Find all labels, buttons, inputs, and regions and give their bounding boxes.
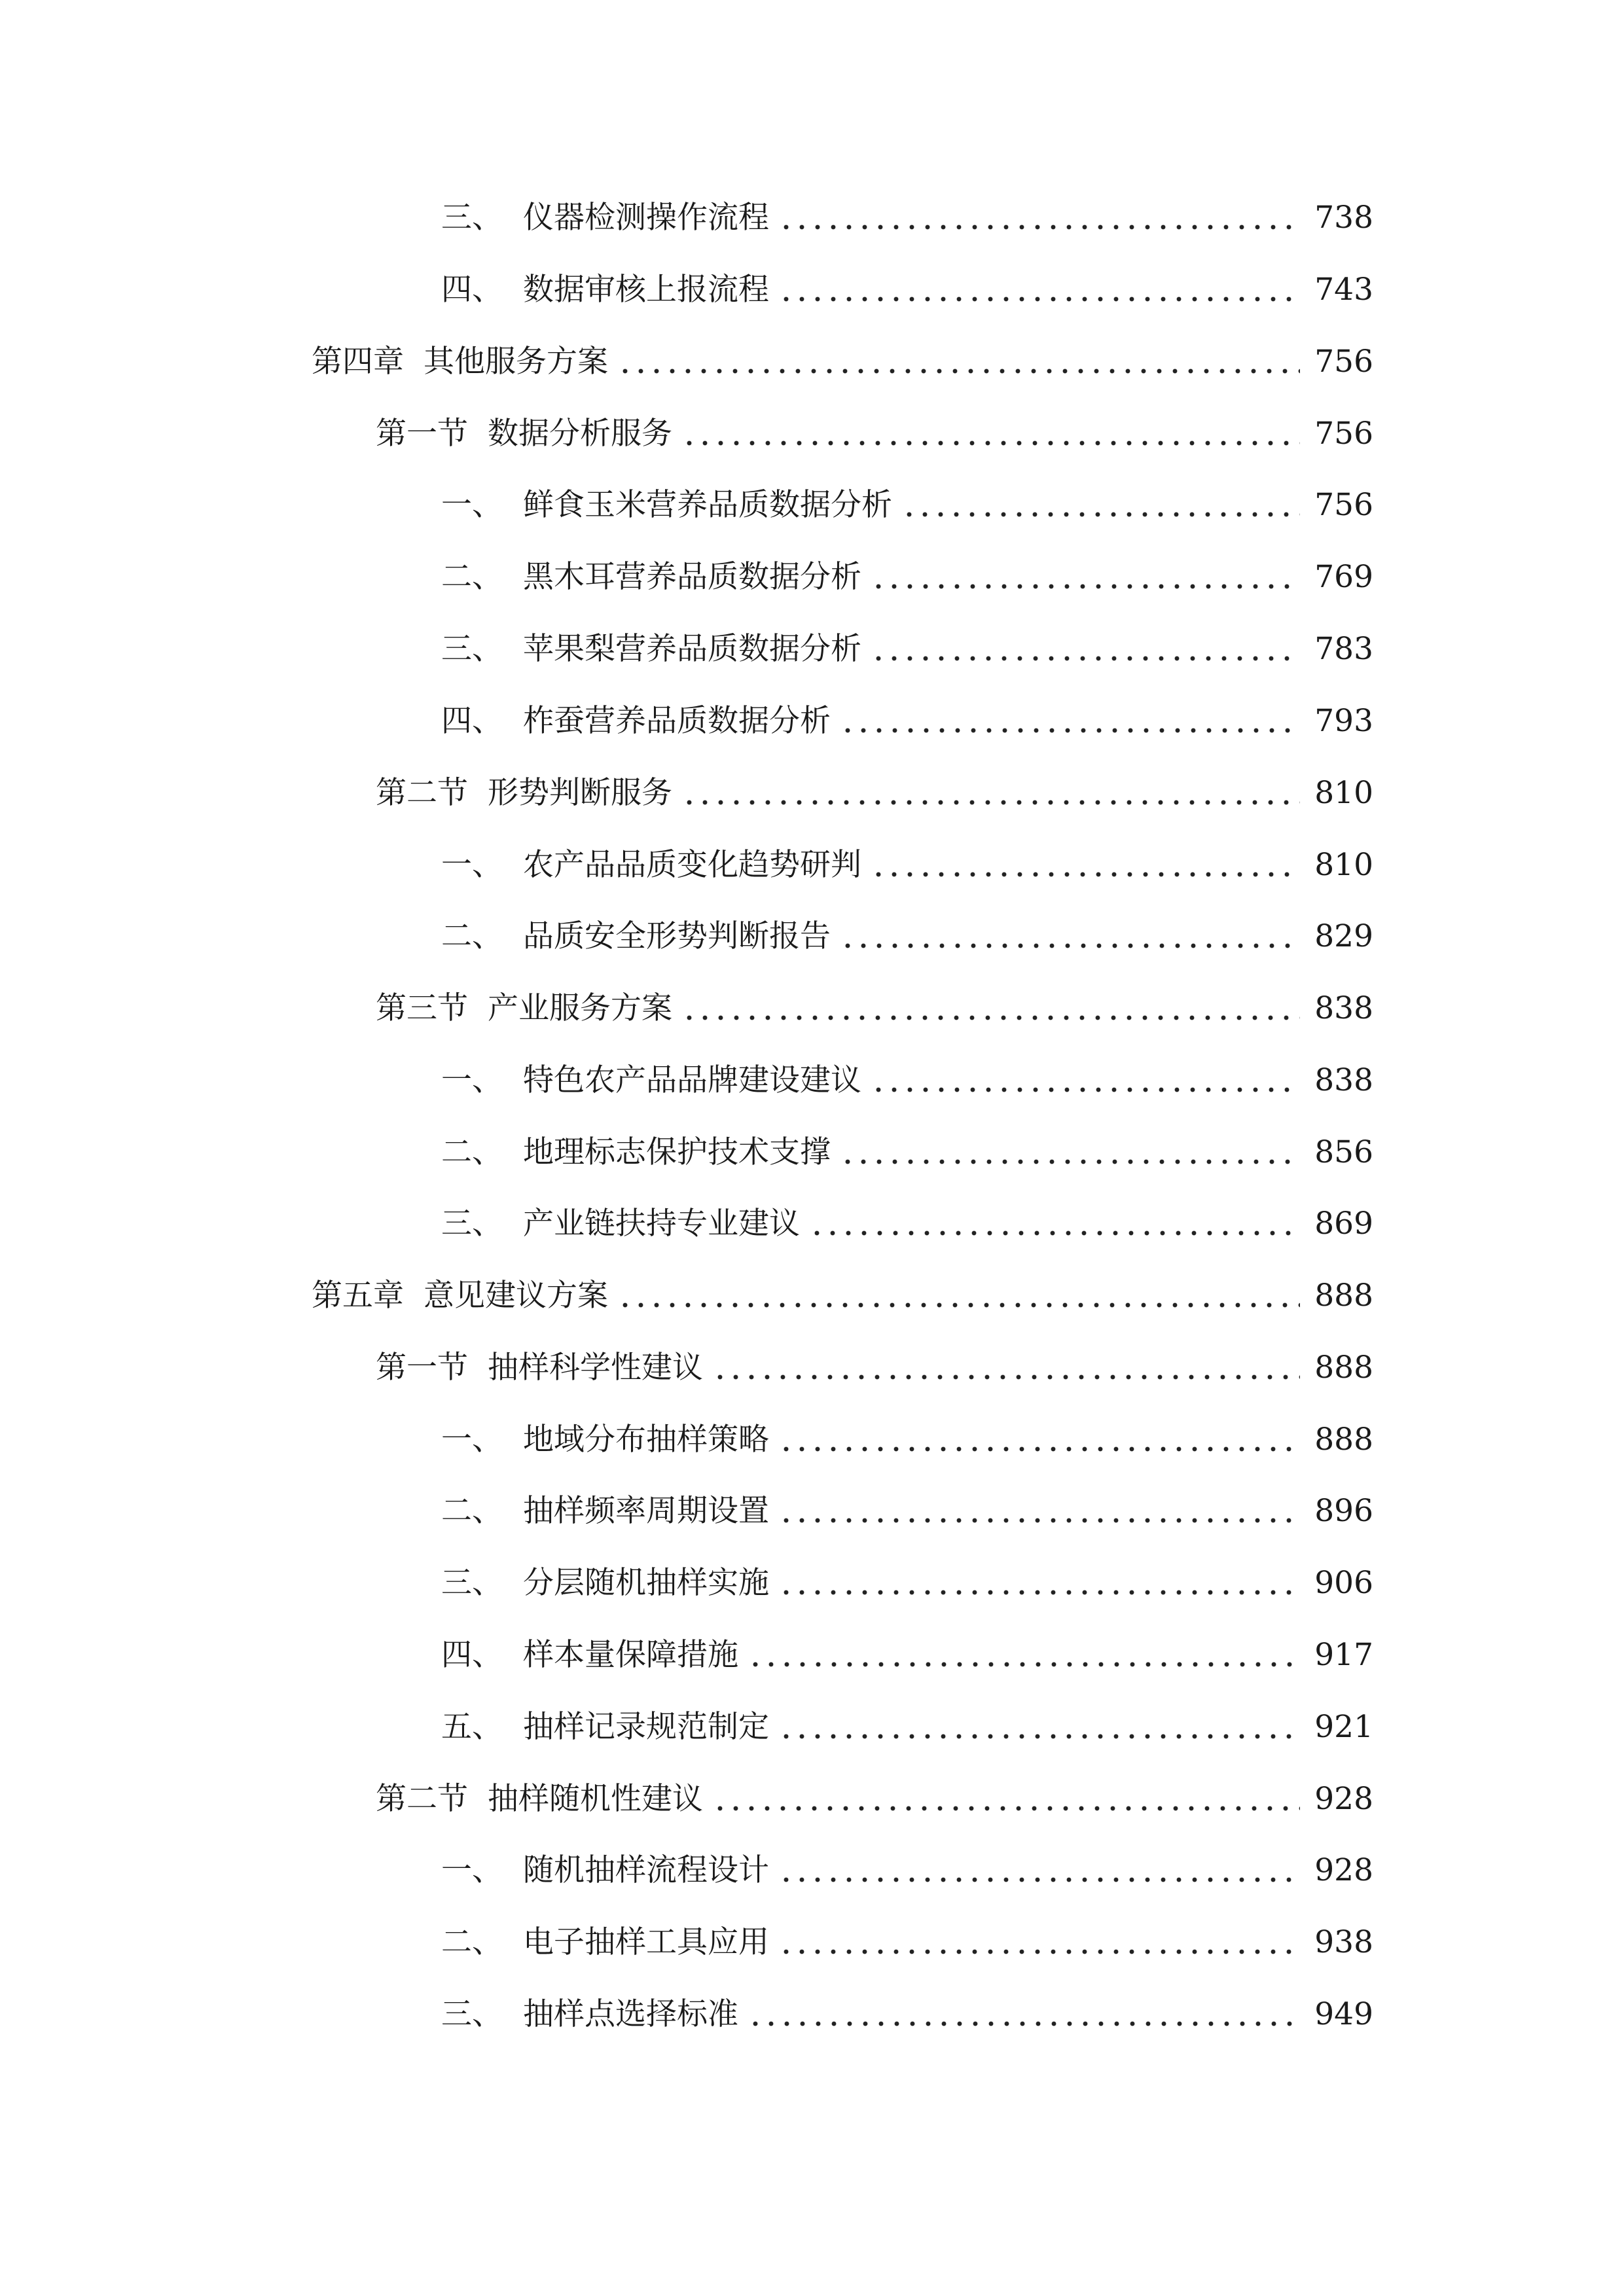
toc-entry-page: 838 [1314,1062,1373,1098]
toc-entry-title: 产业链扶持专业建议 [523,1206,800,1242]
toc-entry-number: 二、 [441,559,503,595]
toc-section-entry[interactable] [376,1773,1373,1825]
toc-entry[interactable] [441,479,1373,531]
toc-entry-title: 鲜食玉米营养品质数据分析 [523,487,892,523]
dot-leader [748,1988,1300,2041]
toc-entry-number: 二、 [441,1134,503,1170]
toc-section-entry[interactable] [376,1342,1373,1394]
toc-entry-number: 四、 [441,1637,503,1673]
toc-section-entry[interactable] [376,982,1373,1035]
toc-section-number: 第二节 [376,1781,468,1817]
dot-leader [871,839,1300,891]
toc-entry-page: 743 [1314,272,1373,308]
dot-leader [778,192,1300,244]
dot-leader [778,1916,1300,1969]
toc-entry-number: 三、 [441,1206,503,1242]
toc-entry-page: 810 [1314,775,1373,811]
toc-entry-number: 一、 [441,487,503,523]
toc-entry[interactable] [441,910,1373,963]
dot-leader [778,1557,1300,1609]
toc-chapter-entry[interactable] [312,336,1373,388]
dot-leader [778,264,1300,316]
dot-leader [871,1054,1300,1107]
toc-entry-number: 三、 [441,1996,503,2032]
dot-leader [712,1342,1300,1394]
toc-entry[interactable] [441,1629,1373,1681]
dot-leader [809,1198,1300,1250]
dot-leader [778,1844,1300,1897]
toc-entry[interactable] [441,1485,1373,1537]
toc-entry-page: 810 [1314,847,1373,883]
dot-leader [681,408,1300,460]
toc-entry-title: 农产品品质变化趋势研判 [523,847,861,883]
toc-entry-page: 921 [1314,1709,1373,1745]
toc-entry-number: 四、 [441,272,503,308]
toc-entry-number: 三、 [441,1565,503,1601]
dot-leader [617,1270,1300,1322]
toc-entry[interactable] [441,1557,1373,1609]
dot-leader [871,623,1300,675]
dot-leader [681,982,1300,1035]
toc-section-entry[interactable] [376,408,1373,460]
toc-entry-title: 苹果梨营养品质数据分析 [523,631,861,667]
toc-entry[interactable] [441,695,1373,747]
dot-leader [840,695,1300,747]
toc-entry-number: 一、 [441,1852,503,1888]
toc-entry-title: 抽样记录规范制定 [523,1709,769,1745]
toc-entry[interactable] [441,264,1373,316]
toc-entry-title: 特色农产品品牌建设建议 [523,1062,861,1098]
dot-leader [778,1414,1300,1466]
toc-entry-title: 仪器检测操作流程 [523,200,769,236]
toc-entry[interactable] [441,1988,1373,2041]
toc-entry-page: 838 [1314,990,1373,1026]
toc-entry-title: 品质安全形势判断报告 [523,918,831,954]
toc-section-number: 第一节 [376,416,468,452]
toc-entry-page: 906 [1314,1565,1373,1601]
toc-entry-page: 829 [1314,918,1373,954]
dot-leader [778,1485,1300,1537]
toc-entry-page: 949 [1314,1996,1373,2032]
toc-entry-title: 抽样点选择标准 [523,1996,738,2032]
toc-chapter-title: 其他服务方案 [424,344,608,380]
toc-entry[interactable] [441,1126,1373,1179]
toc-chapter-number: 第五章 [312,1278,404,1314]
toc-entry[interactable] [441,1701,1373,1753]
toc-entry-page: 793 [1314,703,1373,739]
toc-entry-number: 二、 [441,1924,503,1960]
dot-leader [712,1773,1300,1825]
dot-leader [748,1629,1300,1681]
toc-entry-title: 黑木耳营养品质数据分析 [523,559,861,595]
toc-entry-number: 一、 [441,1062,503,1098]
toc-entry-number: 二、 [441,1493,503,1529]
toc-entry-number: 四、 [441,703,503,739]
toc-entry-number: 二、 [441,918,503,954]
toc-entry-page: 888 [1314,1422,1373,1458]
toc-entry-page: 756 [1314,416,1373,452]
toc-entry-title: 数据审核上报流程 [523,272,769,308]
toc-entry[interactable] [441,623,1373,675]
toc-section-title: 抽样科学性建议 [488,1350,703,1386]
toc-section-number: 第一节 [376,1350,468,1386]
toc-section-title: 形势判断服务 [488,775,672,811]
toc-entry-title: 地域分布抽样策略 [523,1422,769,1458]
toc-entry[interactable] [441,1916,1373,1969]
toc-entry-number: 三、 [441,631,503,667]
toc-entry-page: 917 [1314,1637,1373,1673]
toc-entry-page: 783 [1314,631,1373,667]
dot-leader [681,767,1300,819]
toc-section-title: 产业服务方案 [488,990,672,1026]
toc-entry[interactable] [441,839,1373,891]
toc-entry-number: 一、 [441,1422,503,1458]
toc-entry-number: 一、 [441,847,503,883]
dot-leader [617,336,1300,388]
toc-entry[interactable] [441,1414,1373,1466]
toc-entry-number: 三、 [441,200,503,236]
toc-section-title: 数据分析服务 [488,416,672,452]
toc-section-title: 抽样随机性建议 [488,1781,703,1817]
toc-entry-page: 769 [1314,559,1373,595]
toc-entry-title: 样本量保障措施 [523,1637,738,1673]
toc-chapter-number: 第四章 [312,344,404,380]
toc-entry-page: 869 [1314,1206,1373,1242]
toc-entry-page: 928 [1314,1781,1373,1817]
toc-entry[interactable] [441,192,1373,244]
toc-entry[interactable] [441,1844,1373,1897]
toc-entry-page: 756 [1314,487,1373,523]
dot-leader [871,551,1300,603]
toc-entry-page: 888 [1314,1278,1373,1314]
dot-leader [840,1126,1300,1179]
toc-section-number: 第二节 [376,775,468,811]
toc-entry-page: 856 [1314,1134,1373,1170]
toc-entry[interactable] [441,1054,1373,1107]
toc-entry[interactable] [441,1198,1373,1250]
toc-entry-page: 896 [1314,1493,1373,1529]
toc-entry-page: 938 [1314,1924,1373,1960]
toc-entry-page: 888 [1314,1350,1373,1386]
toc-entry-title: 随机抽样流程设计 [523,1852,769,1888]
dot-leader [778,1701,1300,1753]
toc-entry-title: 分层随机抽样实施 [523,1565,769,1601]
toc-entry-title: 抽样频率周期设置 [523,1493,769,1529]
toc-entry-title: 地理标志保护技术支撑 [523,1134,831,1170]
toc-section-entry[interactable] [376,767,1373,819]
toc-entry-number: 五、 [441,1709,503,1745]
dot-leader [901,479,1300,531]
toc-entry-title: 柞蚕营养品质数据分析 [523,703,831,739]
toc-entry[interactable] [441,551,1373,603]
toc-entry-page: 928 [1314,1852,1373,1888]
toc-entry-page: 756 [1314,344,1373,380]
toc-chapter-entry[interactable] [312,1270,1373,1322]
toc-chapter-title: 意见建议方案 [424,1278,608,1314]
toc-entry-page: 738 [1314,200,1373,236]
toc-entry-title: 电子抽样工具应用 [523,1924,769,1960]
toc-section-number: 第三节 [376,990,468,1026]
dot-leader [840,910,1300,963]
